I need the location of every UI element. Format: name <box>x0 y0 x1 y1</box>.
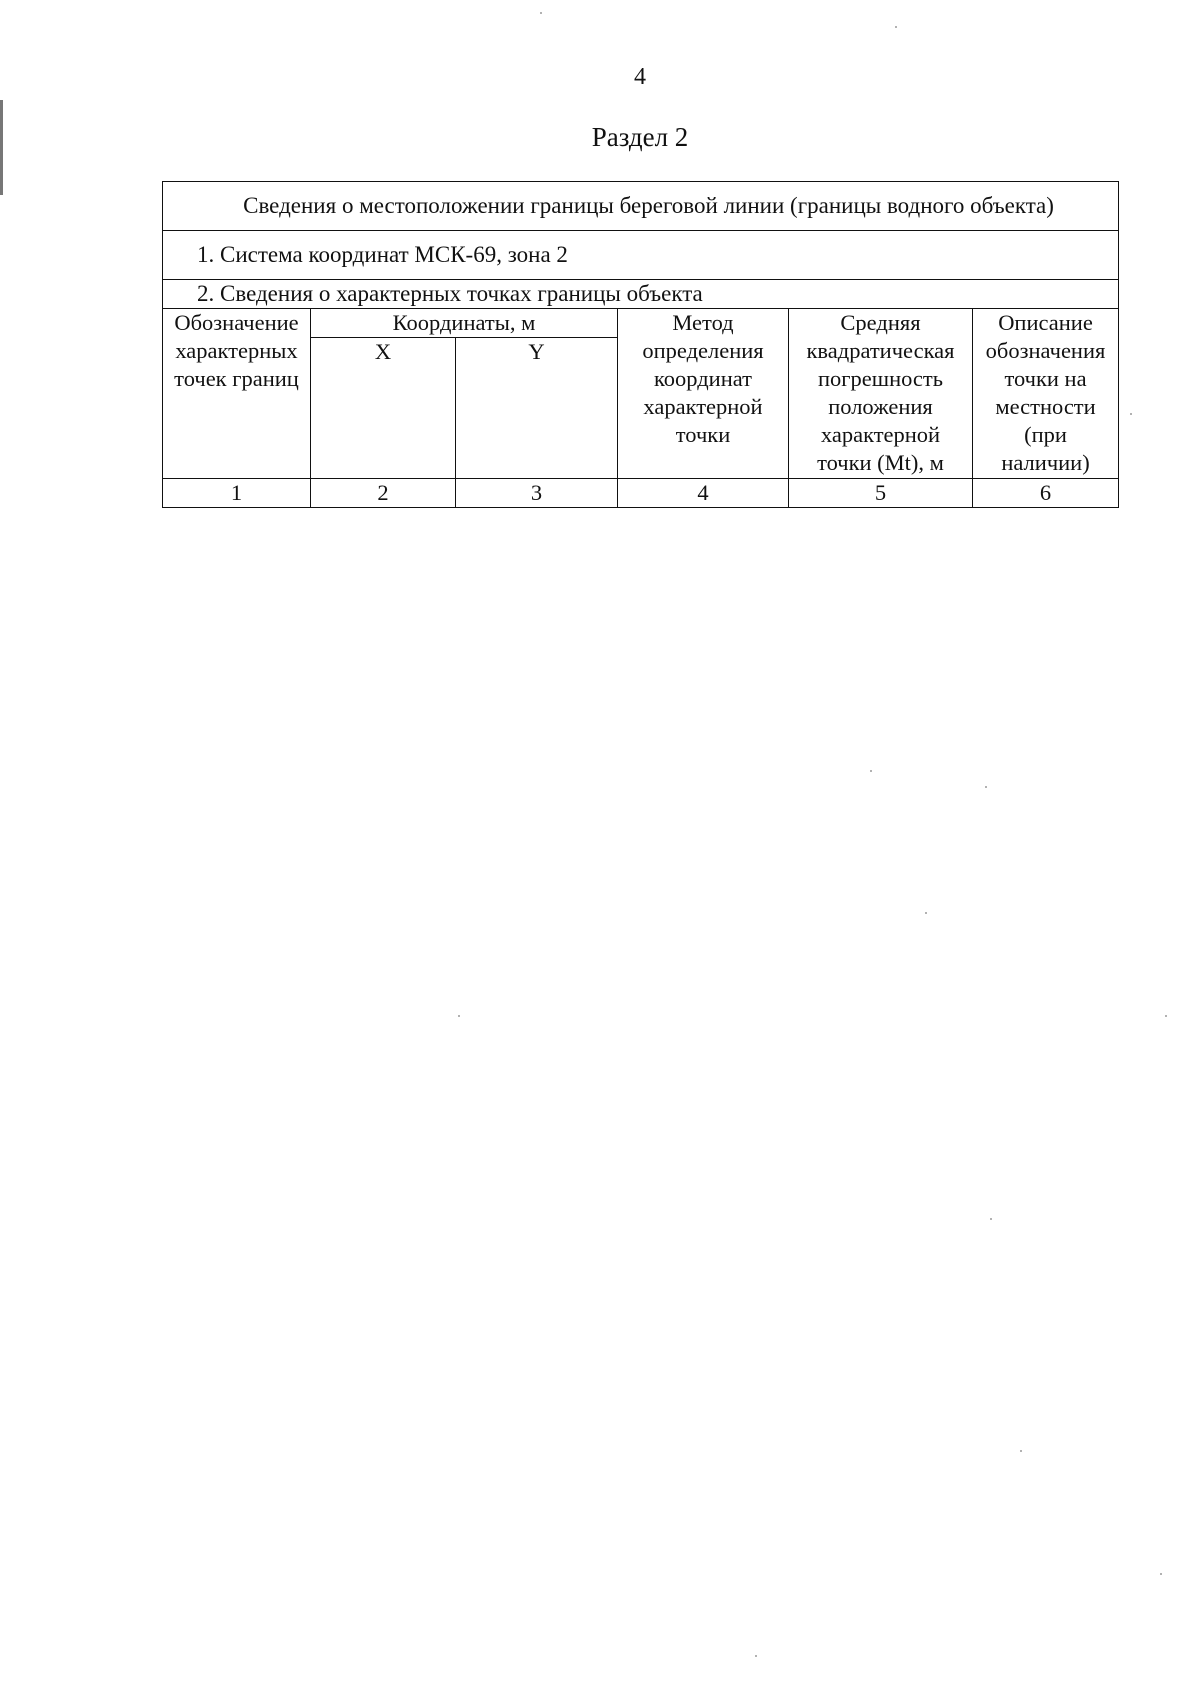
header-method-line: характерной <box>643 394 763 419</box>
scan-speck <box>895 26 897 28</box>
header-method-line: точки <box>675 422 731 447</box>
table-title: Сведения о местоположении границы береговой линии (границы водного объекта) <box>163 182 1119 231</box>
scan-speck <box>990 1218 992 1220</box>
header-point-description-line: Описание <box>998 310 1093 335</box>
header-point-description-line: (при <box>1024 422 1067 447</box>
scan-speck <box>1160 1573 1162 1575</box>
scan-speck <box>985 786 987 788</box>
header-point-designation-line: точек границ <box>174 366 299 391</box>
scan-speck <box>925 912 927 914</box>
header-method <box>618 309 789 479</box>
header-coordinate-y: Y <box>456 338 618 479</box>
header-mean-square-error-line: точки (Mt), м <box>817 450 944 475</box>
column-number: 5 <box>789 479 973 508</box>
header-point-designation-line: характерных <box>175 338 298 363</box>
column-number: 4 <box>618 479 789 508</box>
characteristic-points-heading: 2. Сведения о характерных точках границы объекта <box>163 280 1119 309</box>
scan-speck <box>1130 413 1132 415</box>
boundary-points-table <box>162 181 1119 508</box>
column-number: 2 <box>311 479 456 508</box>
scan-speck <box>458 1015 460 1017</box>
header-point-description-line: точки на <box>1004 366 1087 391</box>
header-mean-square-error-line: квадратическая <box>806 338 955 363</box>
scan-speck <box>1165 1015 1167 1017</box>
header-point-description-line: местности <box>995 394 1096 419</box>
header-coordinate-x: X <box>311 338 456 479</box>
header-method-line: координат <box>653 366 752 391</box>
header-point-description <box>973 309 1119 479</box>
header-point-description-line: обозначения <box>985 338 1106 363</box>
header-mean-square-error <box>789 309 973 479</box>
header-point-designation-line: Обозначение <box>174 310 299 335</box>
header-mean-square-error-line: погрешность <box>817 366 943 391</box>
header-mean-square-error-line: положения <box>828 394 933 419</box>
column-number: 6 <box>973 479 1119 508</box>
scan-speck <box>870 770 872 772</box>
header-mean-square-error-line: Средняя <box>840 310 921 335</box>
header-point-description-line: наличии) <box>1001 450 1090 475</box>
column-number: 3 <box>456 479 618 508</box>
page-number: 4 <box>634 64 646 90</box>
header-method-line: определения <box>642 338 764 363</box>
header-point-designation <box>163 309 311 479</box>
coordinate-system-row: 1. Система координат МСК-69, зона 2 <box>163 231 1119 280</box>
header-coordinates: Координаты, м <box>311 309 618 338</box>
header-mean-square-error-line: характерной <box>820 422 941 447</box>
header-method-line: Метод <box>672 310 734 335</box>
scan-speck <box>755 1655 757 1657</box>
column-number: 1 <box>163 479 311 508</box>
section-title: Раздел 2 <box>591 122 689 152</box>
scan-speck <box>1020 1450 1022 1452</box>
scan-speck <box>540 12 542 14</box>
